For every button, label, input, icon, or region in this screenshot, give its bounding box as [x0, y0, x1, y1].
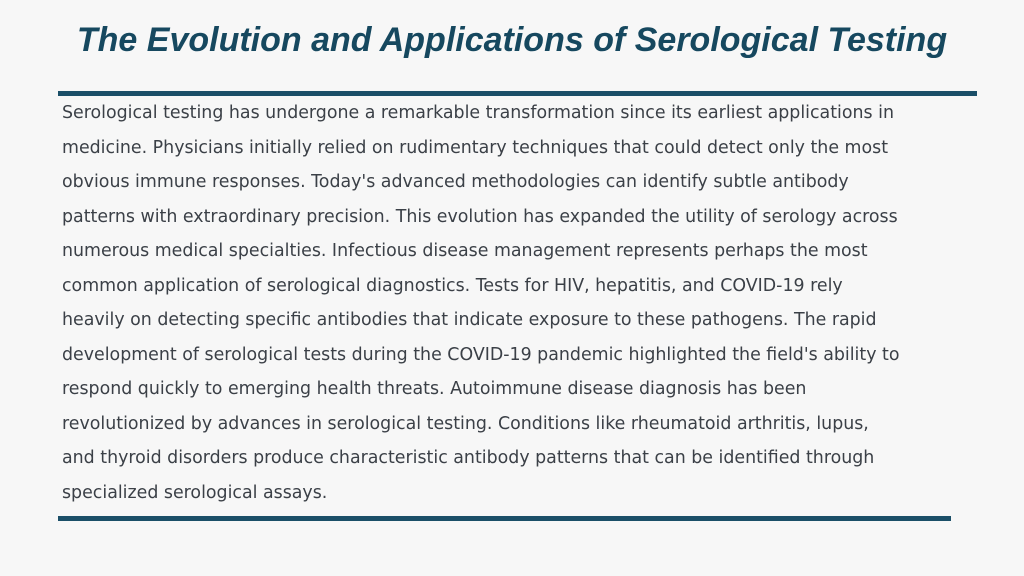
body-line-12: specialized serological assays. [62, 482, 328, 503]
body-line-8: development of serological tests during the COVID-19 pandemic highlighted the field's ability to [62, 344, 900, 365]
body-line-9: respond quickly to emerging health threats. Autoimmune disease diagnosis has been [62, 379, 807, 399]
body-line-10: revolutionized by advances in serological testing. Conditions like rheumatoid arthritis, lupus, [62, 413, 869, 434]
bottom-divider [58, 516, 951, 521]
body-line-6: common application of serological diagnostics. Tests for HIV, hepatitis, and COVID-19 rely [62, 275, 843, 296]
body-line-7: heavily on detecting specific antibodies that indicate exposure to these pathogens. The rapid [62, 310, 877, 330]
body-line-3: obvious immune responses. Today's advanced methodologies can identify subtle antibody [62, 172, 849, 192]
body-line-2: medicine. Physicians initially relied on rudimentary techniques that could detect only the most [62, 137, 889, 158]
body-line-1: Serological testing has undergone a remarkable transformation since its earliest applications in [62, 103, 894, 123]
body-line-4: patterns with extraordinary precision. This evolution has expanded the utility of serology across [62, 206, 898, 227]
body-paragraph [62, 96, 977, 510]
body-line-11: and thyroid disorders produce characteristic antibody patterns that can be identified through [62, 448, 875, 468]
body-line-5: numerous medical specialties. Infectious disease management represents perhaps the most [62, 241, 868, 261]
slide-title: The Evolution and Applications of Serological Testing [76, 21, 948, 59]
